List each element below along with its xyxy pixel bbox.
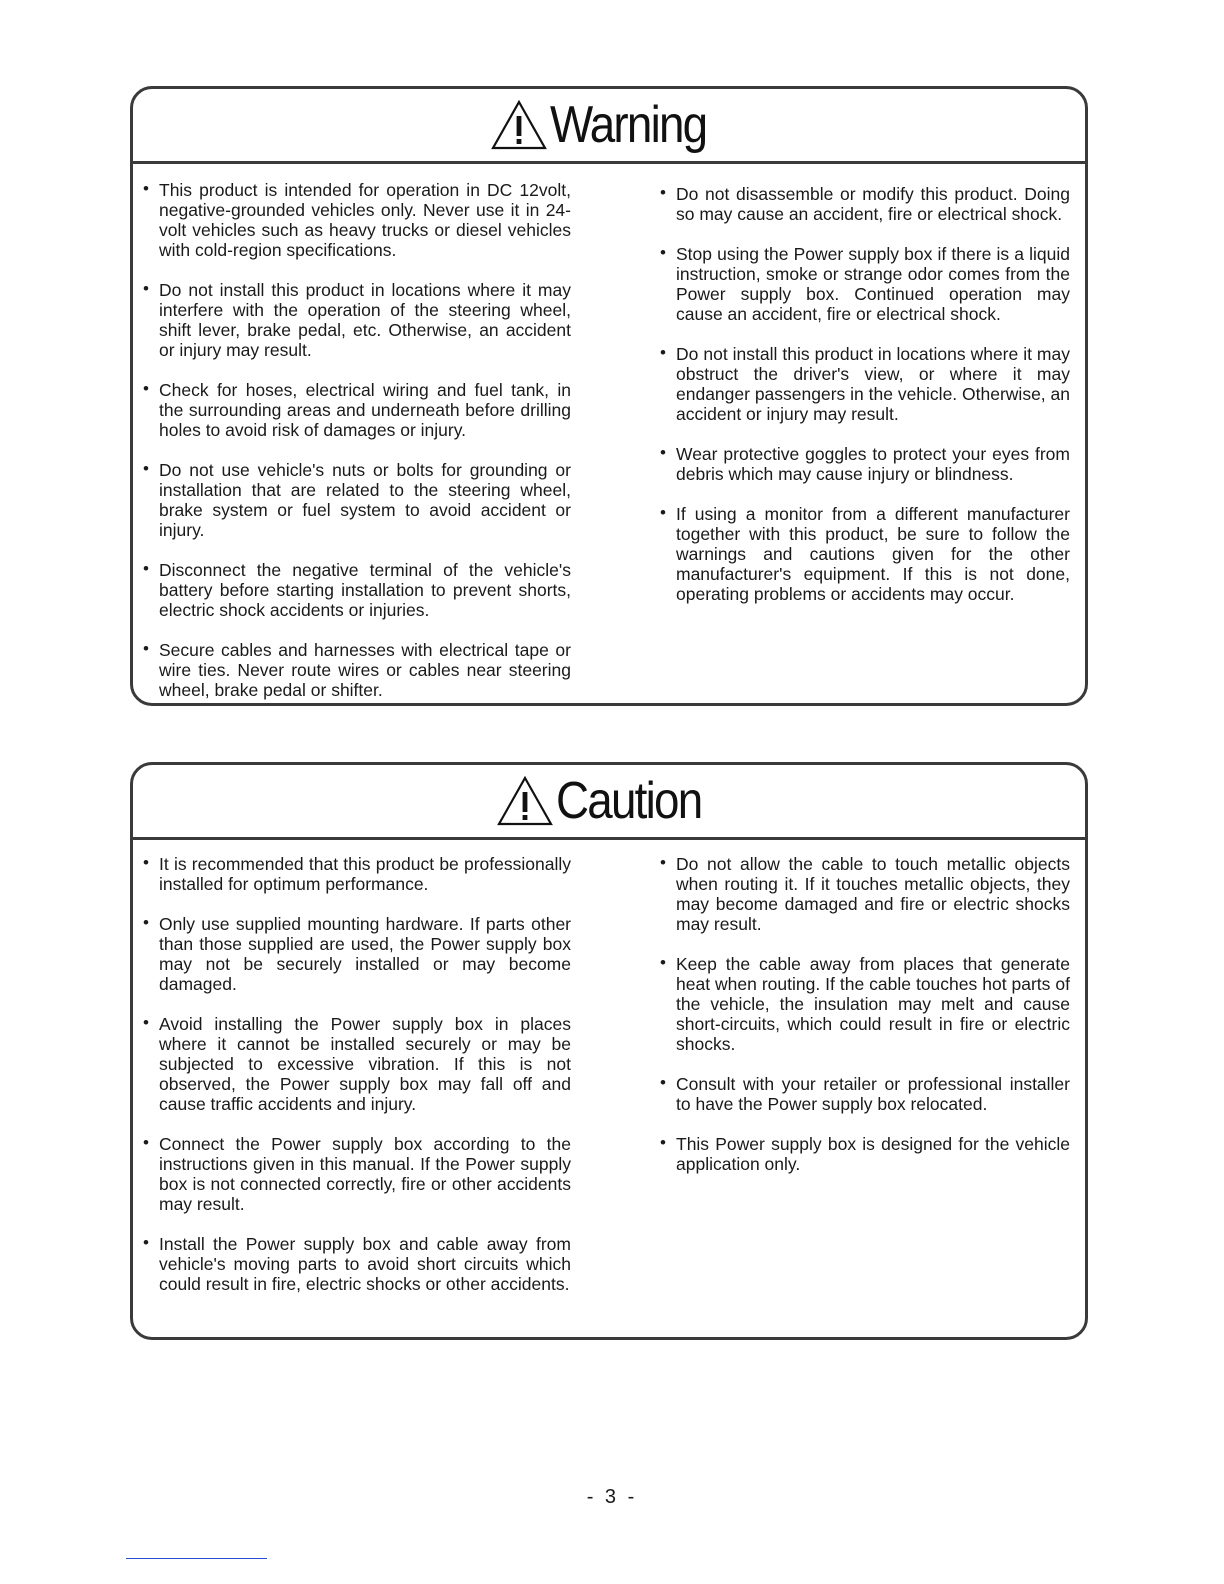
list-item: • Do not allow the cable to touch metallic objects when routing it. If it touches metallic objects, they may become damaged and fire or electric shocks may result. bbox=[660, 853, 1070, 934]
bullet: • bbox=[660, 183, 666, 202]
caution-title: Caution bbox=[556, 772, 702, 830]
list-item: • Stop using the Power supply box if there is a liquid instruction, smoke or strange odor comes from the Power supply box. Continued operation may cause an accident, fire or electrical shock. bbox=[660, 243, 1070, 324]
list-item: • Keep the cable away from places that generate heat when routing. If the cable touches hot parts of the vehicle, the insulation may melt and cause short-circuits, which could result in fire or electric shocks. bbox=[660, 953, 1070, 1054]
caution-header bbox=[133, 765, 1085, 840]
list-item: • Do not install this product in locations where it may interfere with the operation of the steering wheel, shift lever, brake pedal, etc. Otherwise, an accident or injury may result. bbox=[143, 279, 571, 360]
list-item: • This Power supply box is designed for the vehicle application only. bbox=[660, 1133, 1070, 1174]
list-item: • Check for hoses, electrical wiring and fuel tank, in the surrounding areas and underneath before drilling holes to avoid risk of damages or injury. bbox=[143, 379, 571, 440]
list-item: • Install the Power supply box and cable away from vehicle's moving parts to avoid short circuits which could result in fire, electric shocks or other accidents. bbox=[143, 1233, 571, 1294]
bullet: • bbox=[660, 1073, 666, 1092]
list-item: • Do not disassemble or modify this product. Doing so may cause an accident, fire or electrical shock. bbox=[660, 183, 1070, 224]
bullet: • bbox=[660, 503, 666, 522]
list-item: • It is recommended that this product be professionally installed for optimum performance. bbox=[143, 853, 571, 894]
bullet: • bbox=[143, 379, 149, 398]
warning-left-column bbox=[141, 164, 571, 720]
bullet: • bbox=[660, 853, 666, 872]
bullet: • bbox=[143, 1133, 149, 1152]
list-item: • If using a monitor from a different manufacturer together with this product, be sure to follow the warnings and cautions given for the other manufacturer's equipment. If this is not done, operating problems or accidents may occur. bbox=[660, 503, 1070, 604]
list-item: • Do not use vehicle's nuts or bolts for grounding or installation that are related to the steering wheel, brake system or fuel system to avoid accident or injury. bbox=[143, 459, 571, 540]
warning-header bbox=[133, 89, 1085, 164]
caution-right-column bbox=[658, 840, 1070, 1314]
list-item: • This product is intended for operation in DC 12volt, negative-grounded vehicles only. Never use it in 24- volt vehicles such as heavy trucks or diesel vehicles with cold-region specifications. bbox=[143, 179, 571, 260]
list-item: • Wear protective goggles to protect your eyes from debris which may cause injury or blindness. bbox=[660, 443, 1070, 484]
bullet: • bbox=[143, 279, 149, 298]
bullet: • bbox=[143, 179, 149, 198]
page-number: - 3 - bbox=[586, 1486, 638, 1508]
bullet: • bbox=[143, 459, 149, 478]
bullet: • bbox=[660, 243, 666, 262]
caution-panel bbox=[130, 762, 1088, 1340]
bullet: • bbox=[143, 1233, 149, 1252]
list-item: • Only use supplied mounting hardware. If parts other than those supplied are used, the Power supply box may not be securely installed or may become damaged. bbox=[143, 913, 571, 994]
bullet: • bbox=[143, 853, 149, 872]
list-item: • Connect the Power supply box according to the instructions given in this manual. If the Power supply box is not connected correctly, fire or other accidents may result. bbox=[143, 1133, 571, 1214]
warning-triangle-icon bbox=[490, 99, 548, 151]
bullet: • bbox=[143, 559, 149, 578]
bullet: • bbox=[143, 1013, 149, 1032]
caution-triangle-icon bbox=[496, 775, 554, 827]
bullet: • bbox=[143, 639, 149, 658]
list-item: • Avoid installing the Power supply box in places where it cannot be installed securely or may be subjected to excessive vibration. If this is not observed, the Power supply box may fall off and cause traffic accidents and injury. bbox=[143, 1013, 571, 1114]
footer-rule bbox=[126, 1558, 267, 1559]
warning-right-column bbox=[658, 164, 1070, 720]
list-item: • Consult with your retailer or professional installer to have the Power supply box relocated. bbox=[660, 1073, 1070, 1114]
list-item: • Do not install this product in locations where it may obstruct the driver's view, or where it may endanger passengers in the vehicle. Otherwise, an accident or injury may result. bbox=[660, 343, 1070, 424]
warning-title: Warning bbox=[550, 96, 707, 154]
caution-left-column bbox=[141, 840, 571, 1314]
bullet: • bbox=[660, 443, 666, 462]
bullet: • bbox=[660, 953, 666, 972]
bullet: • bbox=[143, 913, 149, 932]
bullet: • bbox=[660, 1133, 666, 1152]
warning-panel bbox=[130, 86, 1088, 706]
list-item: • Secure cables and harnesses with electrical tape or wire ties. Never route wires or cables near steering wheel, brake pedal or shifter. bbox=[143, 639, 571, 700]
bullet: • bbox=[660, 343, 666, 362]
list-item: • Disconnect the negative terminal of the vehicle's battery before starting installation to prevent shorts, electric shock accidents or injuries. bbox=[143, 559, 571, 620]
